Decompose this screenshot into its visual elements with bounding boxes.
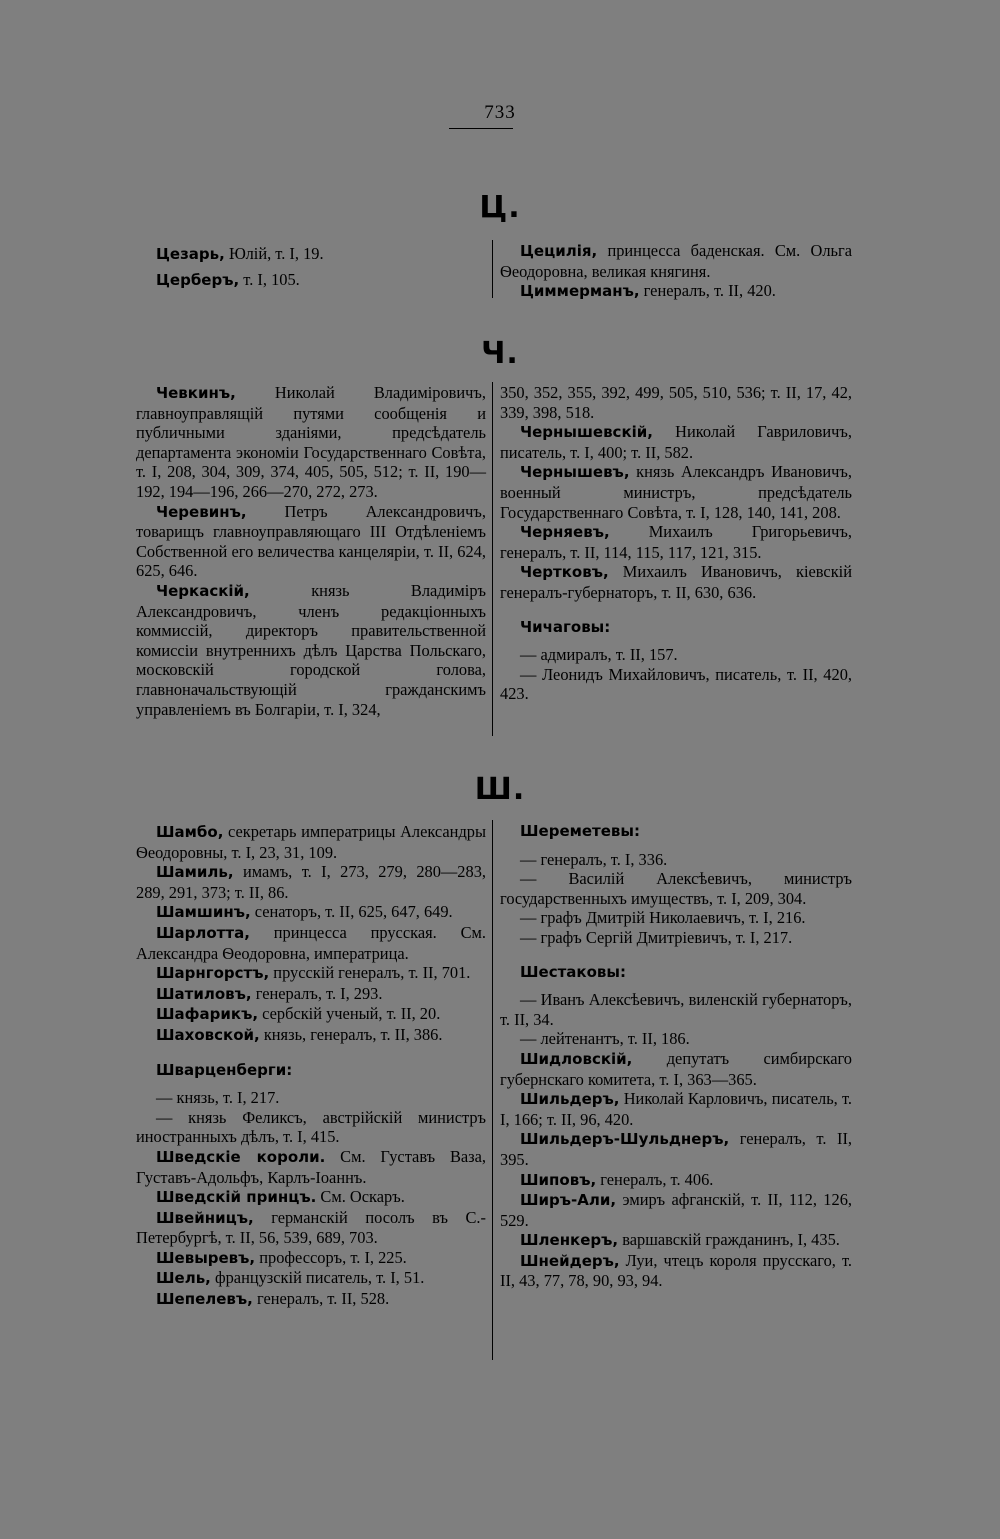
group-heading: Шварценберги: [156, 1060, 293, 1079]
entry-text: германскій посолъ въ С.-Петербургѣ, т. II, 56, 539, 689, 703. [136, 1207, 486, 1248]
index-entry [136, 1248, 486, 1269]
entry-name: Шильдеръ, [520, 1090, 620, 1109]
entry-text: Михаилъ Григорьевичъ, генералъ, т. II, 114, 115, 117, 121, 315. [500, 522, 852, 562]
group-heading: Чичаговы: [520, 617, 611, 636]
entry-name: Шленкеръ, [520, 1231, 619, 1250]
entry-name: Черняевъ, [520, 523, 610, 542]
index-entry [136, 270, 486, 291]
section-heading-sh: Ш. [474, 772, 526, 807]
entry-text: генералъ, т. I, 293. [251, 983, 383, 1003]
group-item: — князь, т. I, 217. [156, 1088, 280, 1108]
entry-text: профессоръ, т. I, 225. [255, 1247, 407, 1267]
entry-name: Шведскіе короли. [156, 1147, 326, 1166]
index-entry [500, 522, 852, 562]
entry-text: князь Александръ Ивановичъ, военный министръ, предсѣдатель Государственнаго Совѣта, т. I, 128, 140, 141, 208. [500, 462, 852, 522]
entry-name: Церберъ, [156, 270, 240, 289]
column-divider [492, 820, 493, 1360]
entry-text: генералъ, т. II, 528. [252, 1289, 390, 1309]
entry-name: Цецилія, [520, 242, 598, 260]
entry-name: Чернышевъ, [520, 463, 630, 482]
entry-text: См. Густавъ Ваза, Густавъ-Адольфъ, Карлъ-Іоаннъ. [136, 1146, 486, 1187]
entry-name: Цезарь, [156, 245, 225, 263]
group-item: — князь Феликсъ, австрійскій министръ иностранныхъ дѣлъ, т. I, 415. [136, 1107, 486, 1147]
index-entry [136, 923, 486, 963]
index-entry [500, 562, 852, 602]
ch-right-entries [500, 422, 852, 602]
sh-group-sheremetevy [500, 822, 852, 948]
index-entry [500, 422, 852, 462]
page-number: 733 [484, 102, 516, 123]
index-entry [500, 1170, 852, 1191]
entry-text: князь Владиміръ Александровичъ, членъ редакціонныхъ коммиссій, директоръ правительственной комиссіи внутреннихъ дѣлъ Царства Польскаго, московскій городской голова, главноначальствующій гражданскимъ управленіемъ въ Болгаріи, т. I, 324, [136, 580, 486, 719]
page-number-rule [449, 128, 513, 129]
entry-text: Юлій, т. I, 19. [224, 244, 324, 263]
entry-name: Шатиловъ, [156, 984, 252, 1003]
entry-text: т. I, 105. [239, 269, 300, 289]
group-item: — лейтенантъ, т. II, 186. [520, 1029, 690, 1049]
entry-text: депутатъ симбирскаго губернскаго комитета, т. I, 363—365. [500, 1048, 852, 1089]
index-entry [136, 1289, 486, 1310]
entry-name: Ширъ-Али, [520, 1191, 617, 1210]
entry-name: Шарлотта, [156, 923, 250, 942]
group-item: — графъ Сергій Дмитріевичъ, т. I, 217. [520, 927, 793, 947]
entry-text: принцесса баденская. См. Ольга Ѳеодоровна, великая княгиня. [500, 241, 852, 281]
entry-name: Шамбо, [156, 823, 224, 841]
index-entry [500, 1230, 852, 1251]
entry-name: Чернышевскій, [520, 423, 653, 442]
entry-text: прусскій генералъ, т. II, 701. [269, 963, 471, 983]
ts-right-column [500, 241, 852, 302]
entry-name: Шильдеръ-Шульднеръ, [520, 1130, 730, 1149]
ch-group-chichagovy [500, 618, 852, 704]
entry-name: Шель, [156, 1269, 211, 1288]
entry-text: сенаторъ, т. II, 625, 647, 649. [250, 902, 453, 922]
ch-left-column [136, 383, 486, 719]
entry-name: Шевыревъ, [156, 1248, 256, 1267]
entry-name: Шидловскій, [520, 1049, 633, 1068]
column-divider [492, 382, 493, 736]
continuation-text: 350, 352, 355, 392, 499, 505, 510, 536; т. II, 17, 42, 339, 398, 518. [500, 383, 852, 422]
entry-text: французскій писатель, т. I, 51. [210, 1268, 425, 1288]
sh-left-entries [136, 822, 486, 1046]
entry-text: генералъ, т. 406. [596, 1169, 714, 1189]
entry-name: Шамиль, [156, 863, 234, 882]
sh-left-column [136, 822, 486, 1310]
entry-name: Черкаскій, [156, 581, 250, 600]
index-entry [136, 1025, 486, 1046]
entry-text: варшавскій гражданинъ, I, 435. [618, 1230, 840, 1250]
section-heading-ch: Ч. [481, 336, 519, 371]
entry-text: имамъ, т. I, 273, 279, 280—283, 289, 291, 373; т. II, 86. [136, 862, 486, 902]
index-entry [136, 244, 486, 265]
entry-name: Чертковъ, [520, 563, 609, 582]
index-entry [136, 902, 486, 923]
sh-group-shvartsenbergi [136, 1061, 486, 1147]
group-item: — Леонидъ Михайловичъ, писатель, т. II, 420, 423. [500, 664, 852, 704]
entry-name: Циммерманъ, [520, 282, 640, 301]
entry-text: эмиръ афганскій, т. II, 112, 126, 529. [500, 1190, 852, 1230]
sh-right-after-entries [500, 1049, 852, 1291]
entry-name: Шиповъ, [520, 1170, 597, 1189]
entry-text: генералъ, т. II, 395. [500, 1129, 852, 1169]
entry-text: Николай Карловичъ, писатель, т. I, 166; т. II, 96, 420. [500, 1089, 852, 1129]
index-entry [136, 383, 486, 502]
index-entry [500, 1089, 852, 1129]
entry-name: Шамшинъ, [156, 903, 251, 922]
entry-name: Шаховской, [156, 1025, 260, 1044]
index-entry [136, 502, 486, 581]
entry-name: Шнейдеръ, [520, 1251, 620, 1270]
entry-text: сербскій ученый, т. II, 20. [258, 1004, 441, 1024]
group-heading: Шереметевы: [520, 822, 640, 840]
index-entry [136, 822, 486, 862]
entry-name: Шарнгорстъ, [156, 964, 270, 983]
group-item: — графъ Дмитрій Николаевичъ, т. I, 216. [520, 908, 806, 928]
index-entry [136, 1147, 486, 1187]
index-entry [136, 1187, 486, 1208]
index-entry [136, 1004, 486, 1025]
sh-group-shestakovy [500, 963, 852, 1049]
index-entry [136, 963, 486, 984]
index-entry [500, 462, 852, 522]
entry-name: Черевинъ, [156, 502, 247, 521]
entry-name: Чевкинъ, [156, 384, 236, 402]
sh-right-column [500, 822, 852, 1291]
group-item: — Иванъ Алексѣевичъ, виленскій губернаторъ, т. II, 34. [500, 990, 852, 1029]
group-item: — Василій Алексѣевичъ, министръ государственныхъ имуществъ, т. I, 209, 304. [500, 869, 852, 908]
group-item: — генералъ, т. I, 336. [520, 849, 668, 869]
entry-text: Николай Владиміровичъ, главноуправлящій путями сообщенія и публичными зданіями, предсѣдатель департамента экономіи Государственнаго Совѣта, т. I, 208, 304, 309, 374, 405, 505, 512; т. II, 190—192, 194—196, 266—270, 272, 273. [136, 383, 486, 501]
entry-name: Шепелевъ, [156, 1290, 253, 1309]
ch-right-column [500, 383, 852, 704]
entry-text: князь, генералъ, т. II, 386. [259, 1024, 443, 1044]
entry-text: Николай Гавриловичъ, писатель, т. I, 400; т. II, 582. [500, 422, 852, 462]
index-entry [136, 1268, 486, 1289]
group-heading: Шестаковы: [520, 962, 626, 981]
entry-text: Михаилъ Ивановичъ, кіевскій генералъ-губернаторъ, т. II, 630, 636. [500, 562, 852, 602]
column-divider [492, 240, 493, 298]
entry-name: Швейницъ, [156, 1208, 254, 1227]
index-entry [136, 984, 486, 1005]
index-entry [136, 1208, 486, 1248]
index-entry [500, 1129, 852, 1169]
sh-left-after-entries [136, 1147, 486, 1310]
index-entry [500, 1251, 852, 1291]
entry-text: Петръ Александровичъ, товарищъ главноуправляющаго III Отдѣленіемъ Собственной его величества канцеляріи, т. II, 624, 625, 646. [136, 501, 486, 581]
section-heading-ts: Ц. [479, 190, 521, 225]
entry-text: См. Оскаръ. [316, 1187, 405, 1207]
entry-text: принцесса прусская. См. Александра Ѳеодоровна, императрица. [136, 922, 486, 963]
entry-name: Шведскій принцъ. [156, 1188, 317, 1207]
index-entry [500, 1049, 852, 1089]
entry-text: Луи, чтецъ короля прусскаго, т. II, 43, 77, 78, 90, 93, 94. [500, 1250, 852, 1291]
group-item: — адмиралъ, т. II, 157. [520, 645, 678, 665]
entry-name: Шафарикъ, [156, 1005, 259, 1024]
index-entry [500, 1190, 852, 1230]
index-entry [500, 241, 852, 281]
ts-left-column [136, 244, 486, 290]
entry-text: генералъ, т. II, 420. [639, 281, 776, 301]
index-entry [136, 862, 486, 902]
index-entry [136, 581, 486, 719]
index-entry [500, 281, 852, 302]
entry-text: секретарь императрицы Александры Ѳеодоровны, т. I, 23, 31, 109. [136, 822, 486, 862]
